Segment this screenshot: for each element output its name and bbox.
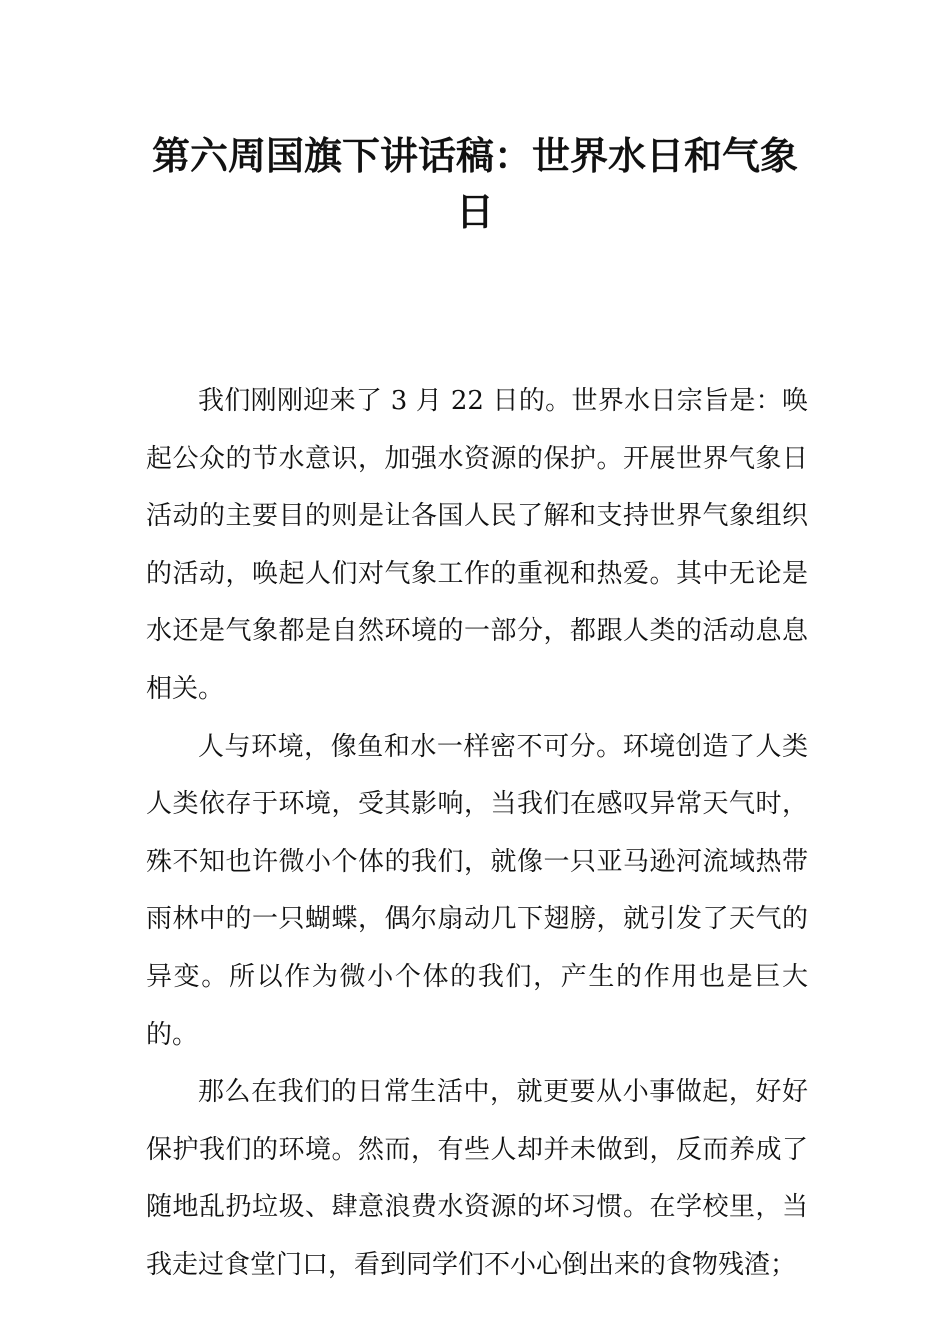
paragraph-3: 那么在我们的日常生活中，就更要从小事做起，好好保护我们的环境。然而，有些人却并未做到，反而养成了随地乱扔垃圾、肆意浪费水资源的坏习惯。在学校里，当我走过食堂门口，看到同学们不小心倒出来的食物残渣；	[146, 1077, 808, 1280]
document-title: 第六周国旗下讲话稿：世界水日和气象日	[151, 133, 798, 234]
paragraph-1: 我们刚刚迎来了 3 月 22 日的。世界水日宗旨是：唤起公众的节水意识，加强水资源的保护。开展世界气象日活动的主要目的则是让各国人民了解和支持世界气象组织的活动，唤起人们对气象工作的重视和热爱。其中无论是水还是气象都是自然环境的一部分，都跟人类的活动息息相关。	[146, 386, 808, 704]
paragraph-2: 人与环境，像鱼和水一样密不可分。环境创造了人类人类依存于环境，受其影响，当我们在感叹异常天气时，殊不知也许微小个体的我们，就像一只亚马逊河流域热带雨林中的一只蝴蝶，偶尔扇动几下翅膀，就引发了天气的异变。所以作为微小个体的我们，产生的作用也是巨大的。	[146, 731, 808, 1050]
document-body	[146, 373, 808, 1295]
